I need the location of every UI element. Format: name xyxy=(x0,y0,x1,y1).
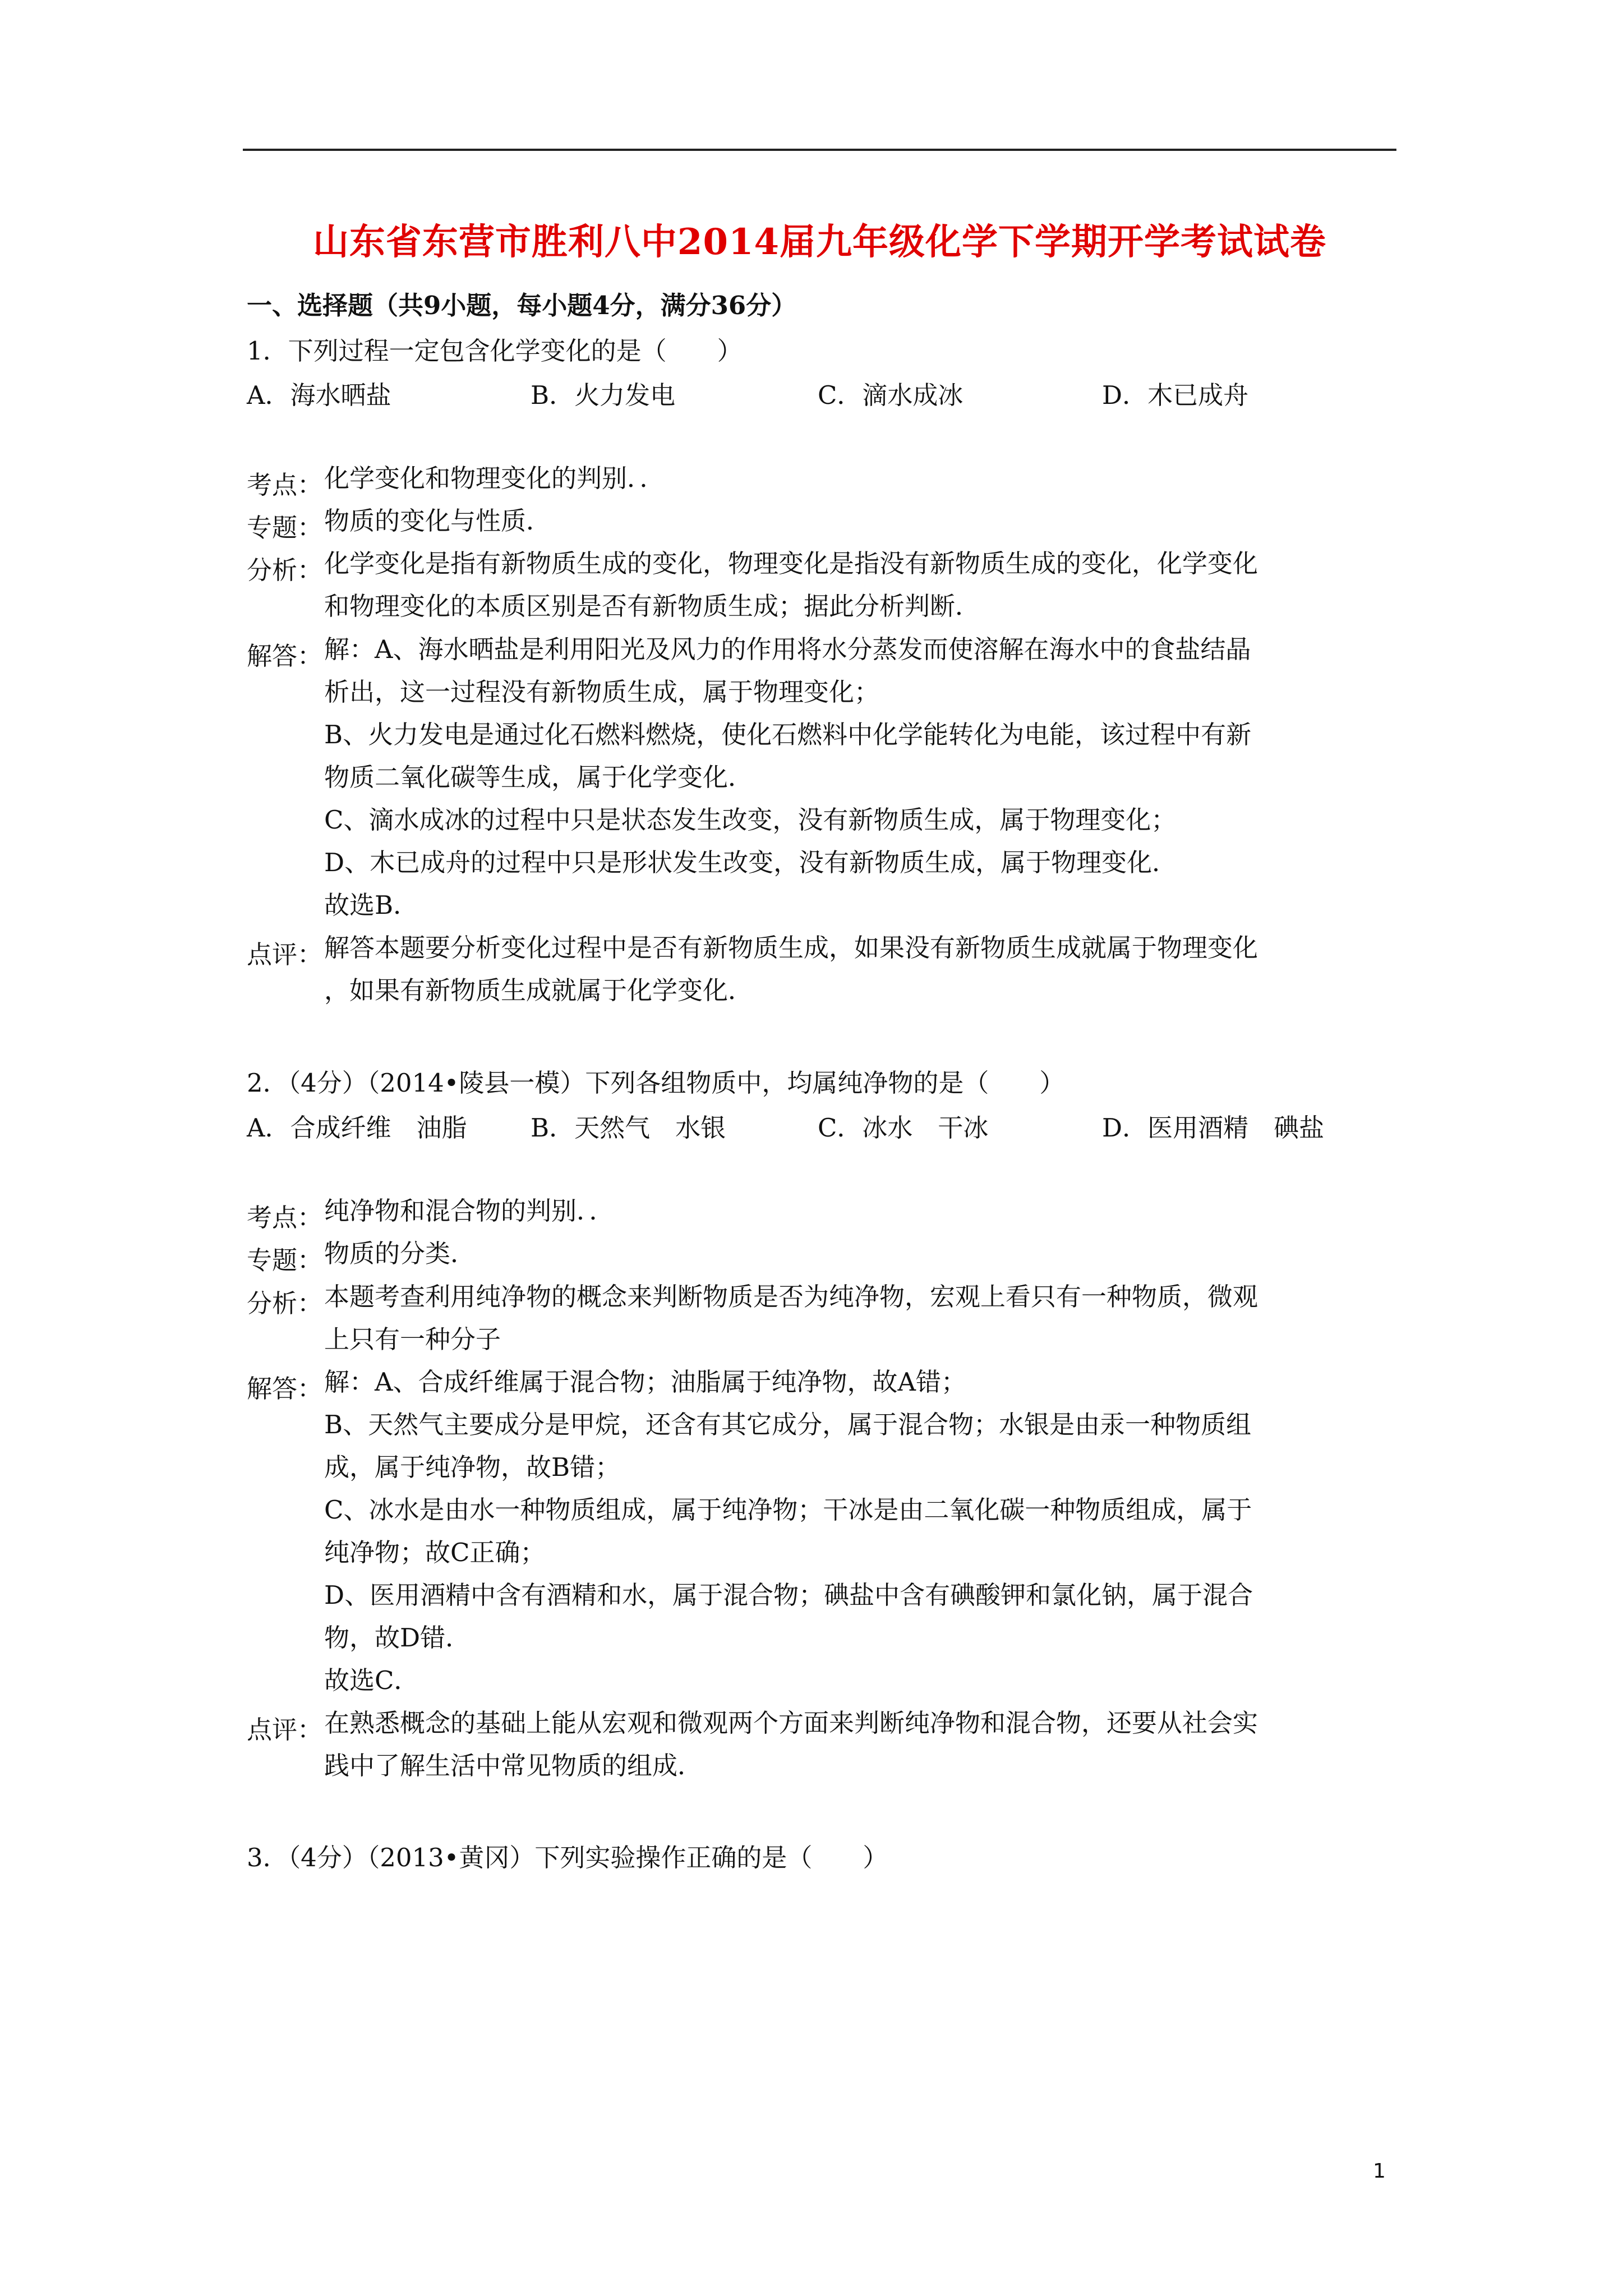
q2-kaodian: 纯净物和混合物的判别．． xyxy=(324,1196,615,1226)
q2-jieda-line: 故选C． xyxy=(324,1665,419,1695)
q1-jieda-line: 物质二氧化碳等生成，属于化学变化． xyxy=(324,762,754,792)
q2-option-b: B．天然气 水银 xyxy=(531,1113,726,1143)
q2-option-a: A．合成纤维 油脂 xyxy=(247,1113,467,1143)
q2-jieda-line: 纯净物；故C正确； xyxy=(324,1538,546,1567)
q2-jieda-line: 成，属于纯净物，故B错； xyxy=(324,1452,621,1482)
q1-dianping-line: 解答本题要分析变化过程中是否有新物质生成，如果没有新物质生成就属于物理变化 xyxy=(324,933,1258,963)
q2-fenxi-label: 分析： xyxy=(247,1289,323,1318)
q1-dianping-line: ，如果有新物质生成就属于化学变化． xyxy=(324,976,754,1005)
q2-dianping-label: 点评： xyxy=(247,1715,323,1745)
q2-jieda-line: C、冰水是由水一种物质组成，属于纯净物；干冰是由二氧化碳一种物质组成，属于 xyxy=(324,1495,1252,1525)
q1-fenxi-line: 化学变化是指有新物质生成的变化，物理变化是指没有新物质生成的变化，化学变化 xyxy=(324,549,1258,578)
q2-dianping-line: 践中了解生活中常见物质的组成． xyxy=(324,1751,703,1780)
q1-zhuanti: 物质的变化与性质． xyxy=(324,506,552,536)
q2-option-c: C．冰水 干冰 xyxy=(818,1113,989,1143)
exam-title: 山东省东营市胜利八中2014届九年级化学下学期开学考试试卷 xyxy=(312,221,1327,263)
q1-kaodian-label: 考点： xyxy=(247,470,323,500)
q1-fenxi-label: 分析： xyxy=(247,555,323,585)
q1-jieda-line: 解：A、海水晒盐是利用阳光及风力的作用将水分蒸发而使溶解在海水中的食盐结晶 xyxy=(324,634,1251,664)
page-number: 1 xyxy=(1373,2160,1386,2183)
q2-jieda-line: 物，故D错． xyxy=(324,1623,471,1653)
q1-jieda-line: B、火力发电是通过化石燃料燃烧，使化石燃料中化学能转化为电能，该过程中有新 xyxy=(324,720,1252,749)
q1-jieda-line: D、木已成舟的过程中只是形状发生改变，没有新物质生成，属于物理变化． xyxy=(324,848,1178,877)
q1-stem: 1．下列过程一定包含化学变化的是（ ） xyxy=(247,336,743,366)
q2-jieda-label: 解答： xyxy=(247,1374,323,1404)
q2-jieda-line: 解：A、合成纤维属于混合物；油脂属于纯净物，故A错； xyxy=(324,1367,966,1397)
q2-dianping-line: 在熟悉概念的基础上能从宏观和微观两个方面来判断纯净物和混合物，还要从社会实 xyxy=(324,1708,1258,1738)
q1-dianping-label: 点评： xyxy=(247,940,323,969)
q1-option-d: D．木已成舟 xyxy=(1102,380,1249,410)
q2-fenxi-line: 本题考查利用纯净物的概念来判断物质是否为纯净物，宏观上看只有一种物质，微观 xyxy=(324,1282,1258,1312)
q2-jieda-line: D、医用酒精中含有酒精和水，属于混合物；碘盐中含有碘酸钾和氯化钠，属于混合 xyxy=(324,1580,1253,1610)
q2-stem: 2．（4分）（2014•陵县一模）下列各组物质中，均属纯净物的是（ ） xyxy=(247,1068,1065,1098)
q2-option-d: D．医用酒精 碘盐 xyxy=(1102,1113,1325,1143)
q1-kaodian: 化学变化和物理变化的判别．． xyxy=(324,463,665,493)
q2-jieda-line: B、天然气主要成分是甲烷，还含有其它成分，属于混合物；水银是由汞一种物质组 xyxy=(324,1410,1252,1439)
q1-jieda-label: 解答： xyxy=(247,641,323,671)
q1-zhuanti-label: 专题： xyxy=(247,513,323,542)
q1-option-b: B．火力发电 xyxy=(531,380,676,410)
q2-fenxi-line: 上只有一种分子 xyxy=(324,1324,501,1354)
header-rule xyxy=(243,149,1396,151)
q1-jieda-line: 析出，这一过程没有新物质生成，属于物理变化； xyxy=(324,677,880,707)
q2-zhuanti: 物质的分类． xyxy=(324,1239,476,1268)
q1-jieda-line: 故选B． xyxy=(324,890,419,920)
q3-stem: 3．（4分）（2013•黄冈）下列实验操作正确的是（ ） xyxy=(247,1843,888,1872)
q1-jieda-line: C、滴水成冰的过程中只是状态发生改变，没有新物质生成，属于物理变化； xyxy=(324,805,1177,835)
q2-kaodian-label: 考点： xyxy=(247,1203,323,1232)
q1-option-a: A．海水晒盐 xyxy=(247,380,391,410)
section-heading: 一、选择题（共9小题，每小题4分，满分36分） xyxy=(247,291,797,320)
q2-zhuanti-label: 专题： xyxy=(247,1245,323,1275)
q1-fenxi-line: 和物理变化的本质区别是否有新物质生成；据此分析判断． xyxy=(324,591,981,621)
q1-option-c: C．滴水成冰 xyxy=(818,380,963,410)
